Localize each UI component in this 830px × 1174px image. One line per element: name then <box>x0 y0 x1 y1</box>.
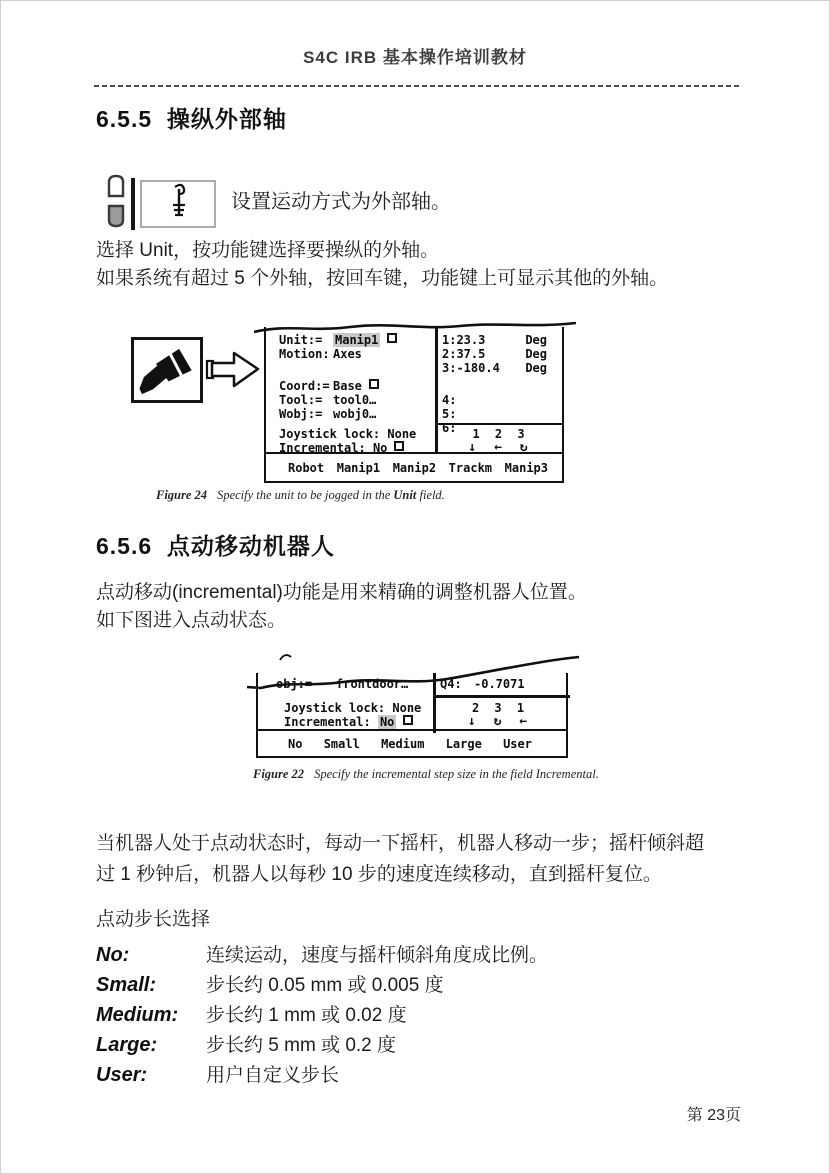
wobj-label: obj:= <box>276 677 313 691</box>
section-heading-655: 6.5.5 操纵外部轴 <box>96 106 287 132</box>
incremental-value: No <box>372 441 388 455</box>
option-square-icon <box>369 379 379 389</box>
tool-label: Tool:= <box>279 393 323 407</box>
wobj-label: Wobj:= <box>279 407 323 421</box>
wobj-value: wobj0… <box>333 407 377 421</box>
motion-value: Axes <box>333 347 362 361</box>
function-key: Large <box>445 736 482 751</box>
joystick-lock-row: Joystick lock: None <box>284 701 422 715</box>
key-separator-bar <box>131 178 135 230</box>
section-heading-656: 6.5.6 点动移动机器人 <box>96 533 335 559</box>
joystick-lock-row: Joystick lock: None <box>279 427 417 441</box>
paragraph-line: 选择 Unit，按功能键选择要操纵的外轴。 <box>96 240 440 261</box>
screen-status-rows <box>284 701 421 729</box>
step-term: Medium: <box>96 1004 179 1026</box>
axis-value: 2:37.5 <box>442 347 486 361</box>
function-key: User <box>503 736 532 751</box>
axis-value: 1:23.3 <box>442 333 486 347</box>
joystick-axis-map <box>437 423 564 455</box>
figure-number: Figure 24 <box>156 488 208 502</box>
step-term: Large: <box>96 1034 158 1056</box>
function-key: Manip1 <box>336 460 381 475</box>
function-key: No <box>288 736 303 751</box>
screen-row-divider <box>435 695 570 698</box>
axis-numbers: 1 2 3 <box>472 427 529 441</box>
tool-value: tool0… <box>333 393 377 407</box>
function-key: Small <box>323 736 360 751</box>
unit-row <box>279 333 429 347</box>
external-axes-key-icon <box>165 182 191 225</box>
function-key-row <box>258 729 566 756</box>
axis-row <box>442 347 557 361</box>
incremental-row <box>284 715 421 729</box>
motion-row <box>279 347 429 361</box>
axis-direction-arrows: ↓ ← ↻ <box>468 440 533 455</box>
axis-unit: Deg <box>525 361 547 375</box>
pendant-keys-icon <box>105 173 127 234</box>
unit-label: Unit:= <box>279 333 323 347</box>
screen-left-column <box>276 676 426 693</box>
screen-right-column <box>440 676 562 693</box>
function-key: Trackm <box>448 460 493 475</box>
step-size-list <box>96 904 548 1090</box>
jog-paragraph <box>96 828 704 890</box>
external-axes-key <box>140 180 216 228</box>
paragraph-655 <box>96 237 668 293</box>
coord-row <box>279 379 429 393</box>
document-title: S4C IRB 基本操作培训教材 <box>303 48 527 67</box>
joystick-image-frame <box>131 337 203 403</box>
figure-number: Figure 22 <box>253 767 305 781</box>
page-number: 第 23页 <box>686 1107 741 1124</box>
paragraph-line: 点动移动(incremental)功能是用来精确的调整机器人位置。 <box>96 582 587 603</box>
coord-label: Coord:= <box>279 379 330 393</box>
motion-label: Motion: <box>279 347 330 361</box>
screen-column-divider <box>433 673 436 733</box>
paragraph-line: 当机器人处于点动状态时，每动一下摇杆，机器人移动一步；摇杆倾斜超 <box>96 833 705 854</box>
option-square-icon <box>394 441 404 451</box>
screen-right-column <box>442 333 557 435</box>
arrow-right-icon <box>205 347 263 396</box>
q4-value: -0.7071 <box>474 677 525 691</box>
q4-row <box>440 676 562 693</box>
wobj-row <box>279 407 429 421</box>
q4-label: Q4: <box>440 677 462 691</box>
joystick-icon <box>134 381 194 398</box>
list-item <box>96 1000 548 1030</box>
list-item <box>96 970 548 1000</box>
function-key: Robot <box>288 460 325 475</box>
paragraph-line: 如下图进入点动状态。 <box>96 610 287 631</box>
joystick-axis-map <box>440 699 560 728</box>
function-key: Manip2 <box>392 460 437 475</box>
pendant-screen-jog-unit <box>264 327 564 483</box>
list-item <box>96 1030 548 1060</box>
axis-value: 3:-180.4 <box>442 361 500 375</box>
paragraph-656 <box>96 579 587 635</box>
key-caption-text: 设置运动方式为外部轴。 <box>231 191 451 213</box>
option-square-icon <box>387 333 397 343</box>
step-desc: 步长约 5 mm 或 0.2 度 <box>206 1035 397 1056</box>
pendant-key-figure <box>105 173 216 234</box>
wobj-value: frontdoor… <box>336 677 409 691</box>
step-term: No: <box>96 944 130 966</box>
step-term: User: <box>96 1064 148 1086</box>
wobj-row <box>276 676 426 693</box>
incremental-label: Incremental: <box>284 715 371 729</box>
axis-row: 4: <box>442 393 457 407</box>
tool-row <box>279 393 429 407</box>
header-divider <box>94 85 742 87</box>
option-square-icon <box>403 715 413 725</box>
step-desc: 步长约 0.05 mm 或 0.005 度 <box>206 975 444 996</box>
axis-direction-arrows: ↓ ↻ ← <box>467 714 533 729</box>
axis-row: 6: <box>442 421 457 435</box>
figure22-caption: Figure 22 Specify the incremental step size in the field Incremental. <box>253 767 599 781</box>
step-desc: 连续运动，速度与摇杆倾斜角度成比例。 <box>206 945 549 966</box>
list-item <box>96 1060 548 1090</box>
torn-edge-icon <box>278 649 296 667</box>
function-key: Medium <box>381 736 425 751</box>
unit-value: Manip1 <box>335 333 379 347</box>
axis-row: 5: <box>442 407 457 421</box>
function-key: Manip3 <box>504 460 548 475</box>
paragraph-line: 过 1 秒钟后，机器人以每秒 10 步的速度连续移动，直到摇杆复位。 <box>96 864 662 885</box>
step-size-title: 点动步长选择 <box>96 909 211 930</box>
pendant-screen-incremental <box>256 673 568 758</box>
function-key-row <box>266 452 562 481</box>
step-desc: 步长约 1 mm 或 0.02 度 <box>206 1005 407 1026</box>
axis-numbers: 2 3 1 <box>471 701 529 715</box>
coord-value: Base <box>333 379 362 393</box>
step-term: Small: <box>96 974 157 996</box>
axis-row <box>442 361 557 375</box>
list-item <box>96 940 548 970</box>
axis-unit: Deg <box>525 347 547 361</box>
axis-row <box>442 333 557 347</box>
incremental-label: Incremental: <box>279 441 366 455</box>
paragraph-line: 如果系统有超过 5 个外轴，按回车键，功能键上可显示其他的外轴。 <box>96 268 669 289</box>
figure24-caption: Figure 24 Specify the unit to be jogged in the Unit field. <box>156 488 445 502</box>
screen-left-column <box>279 333 429 455</box>
step-desc: 用户自定义步长 <box>206 1065 340 1086</box>
incremental-value: No <box>379 715 395 729</box>
axis-unit: Deg <box>525 333 547 347</box>
